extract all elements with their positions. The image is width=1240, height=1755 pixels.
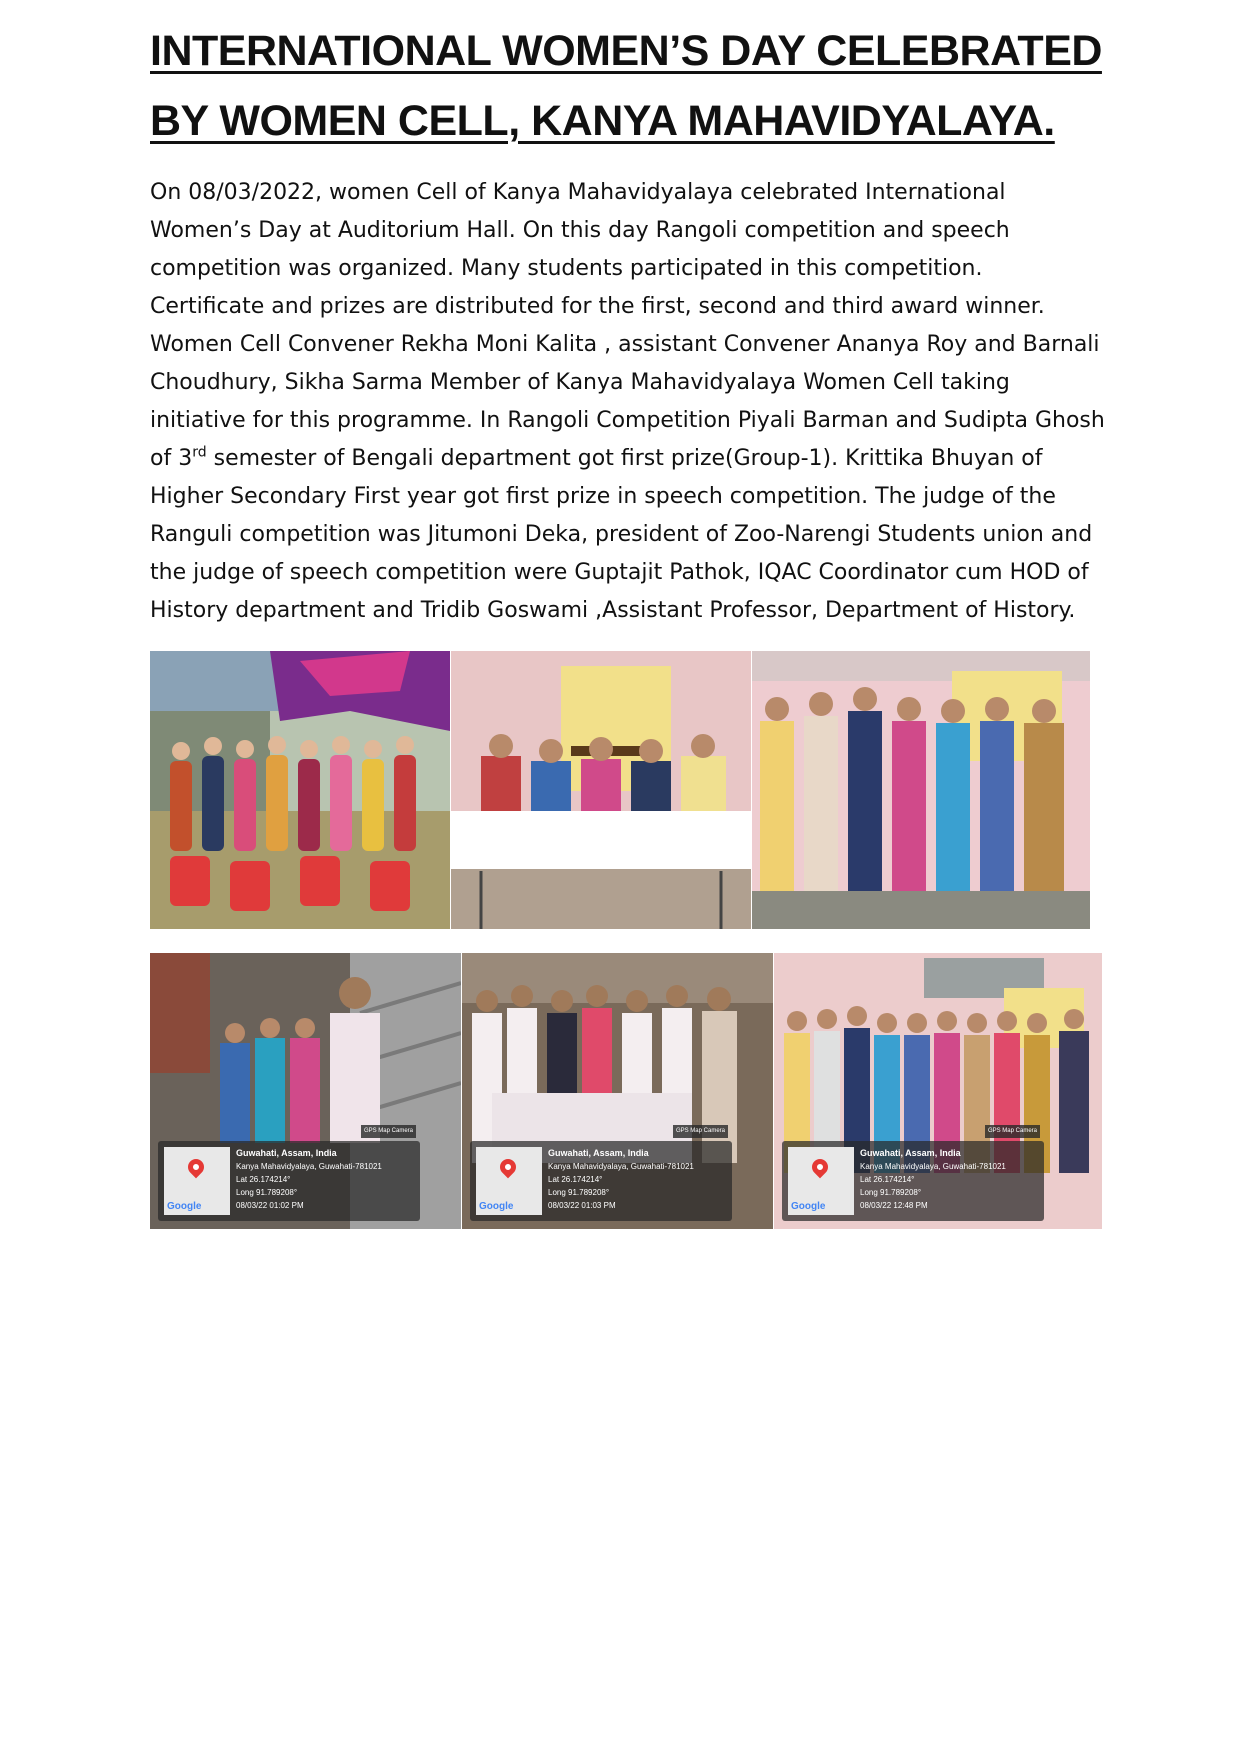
article-paragraph (150, 174, 1110, 630)
gps-lat: Lat 26.174214° (236, 1175, 291, 1184)
paragraph-line: History department and Tridib Goswami ,Assistant Professor, Department of History. (150, 598, 1076, 623)
photo-faculty-group (752, 651, 1090, 929)
gps-address: Kanya Mahavidyalaya, Guwahati-781021 (548, 1162, 694, 1171)
title-line-1: INTERNATIONAL WOMEN’S DAY CELEBRATED (150, 27, 1102, 75)
gps-long: Long 91.789208° (236, 1188, 298, 1197)
ordinal-suffix: rd (192, 444, 207, 461)
gps-long: Long 91.789208° (548, 1188, 610, 1197)
gps-stamp (782, 1128, 1044, 1221)
title-line-2: BY WOMEN CELL, KANYA MAHAVIDYALAYA. (150, 97, 1055, 145)
paragraph-line: Women’s Day at Auditorium Hall. On this day Rangoli competition and speech (150, 218, 1010, 243)
gps-address: Kanya Mahavidyalaya, Guwahati-781021 (236, 1162, 382, 1171)
paragraph-line: Ranguli competition was Jitumoni Deka, president of Zoo-Narengi Students union and (150, 522, 1093, 547)
photo-students-group (462, 953, 773, 1229)
gps-details (236, 1147, 416, 1212)
gps-address: Kanya Mahavidyalaya, Guwahati-781021 (860, 1162, 1006, 1171)
gps-camera-badge: GPS Map Camera (673, 1125, 728, 1138)
paragraph-line: competition was organized. Many students participated in this competition. (150, 256, 983, 281)
photo-stairs-group (150, 953, 461, 1229)
page-title (150, 16, 1110, 156)
map-pin-icon (497, 1156, 520, 1179)
gps-place: Guwahati, Assam, India (860, 1148, 961, 1158)
gps-details (860, 1147, 1040, 1212)
gps-lat: Lat 26.174214° (548, 1175, 603, 1184)
photo-outdoor-group (150, 651, 450, 929)
gps-datetime: 08/03/22 01:02 PM (236, 1201, 304, 1210)
paragraph-line: Choudhury, Sikha Sarma Member of Kanya Mahavidyalaya Women Cell taking (150, 370, 1010, 395)
google-logo: Google (791, 1201, 826, 1212)
gps-place: Guwahati, Assam, India (548, 1148, 649, 1158)
paragraph-line: the judge of speech competition were Guptajit Pathok, IQAC Coordinator cum HOD of (150, 560, 1089, 585)
map-pin-icon (185, 1156, 208, 1179)
gps-place: Guwahati, Assam, India (236, 1148, 337, 1158)
gps-stamp (470, 1128, 732, 1221)
gps-long: Long 91.789208° (860, 1188, 922, 1197)
gps-details (548, 1147, 728, 1212)
paragraph-line: of 3rd semester of Bengali department got first prize(Group-1). Krittika Bhuyan of (150, 444, 1043, 471)
gps-datetime: 08/03/22 01:03 PM (548, 1201, 616, 1210)
google-logo: Google (479, 1201, 514, 1212)
gps-map-thumbnail (476, 1147, 542, 1215)
paragraph-line: Higher Secondary First year got first prize in speech competition. The judge of the (150, 484, 1056, 509)
map-pin-icon (809, 1156, 832, 1179)
gps-lat: Lat 26.174214° (860, 1175, 915, 1184)
paragraph-line: On 08/03/2022, women Cell of Kanya Mahavidyalaya celebrated International (150, 180, 1006, 205)
photo-dais-guests (451, 651, 751, 929)
gps-map-thumbnail (164, 1147, 230, 1215)
paragraph-line: initiative for this programme. In Rangoli Competition Piyali Barman and Sudipta Ghosh (150, 408, 1105, 433)
google-logo: Google (167, 1201, 202, 1212)
gps-datetime: 08/03/22 12:48 PM (860, 1201, 928, 1210)
paragraph-line: Women Cell Convener Rekha Moni Kalita , assistant Convener Ananya Roy and Barnali (150, 332, 1100, 357)
gps-camera-badge: GPS Map Camera (361, 1125, 416, 1138)
gps-stamp (158, 1128, 420, 1221)
gps-camera-badge: GPS Map Camera (985, 1125, 1040, 1138)
gps-map-thumbnail (788, 1147, 854, 1215)
photo-hall-group (774, 953, 1102, 1229)
paragraph-line: Certificate and prizes are distributed for the first, second and third award winner. (150, 294, 1045, 319)
